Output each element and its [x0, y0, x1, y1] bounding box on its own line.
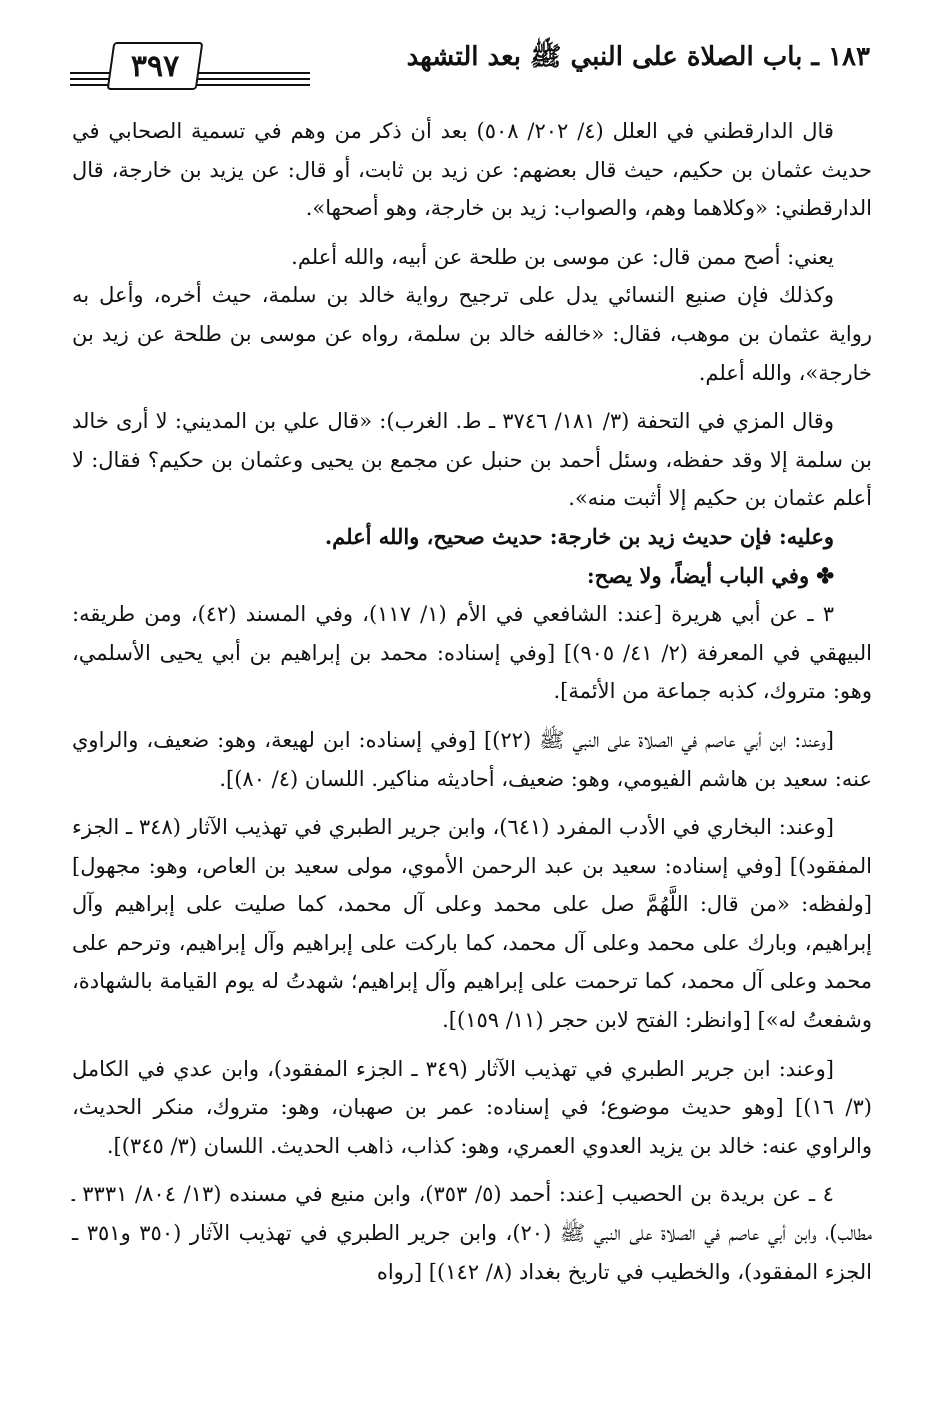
paragraph: وكذلك فإن صنيع النسائي يدل على ترجيح رواية خالد بن سلمة، حيث أخره، وأعل به رواية عثمان بن موهب، فقال: «خالفه خالد بن سلمة، رواه عن موسى بن طلحة عن زيد بن خارجة»، والله أعلم.: [72, 283, 872, 385]
paragraph: ٣ ـ عن أبي هريرة [عند: الشافعي في الأم (١/ ١١٧)، وفي المسند (٤٢)، ومن طريقه: البيهقي في المعرفة (٢/ ٤١/ ٩٠٥)] [وفي إسناده: محمد بن إبراهيم بن أبي يحيى الأسلمي، وهو: متروك، كذبه جماعة من الأئمة].: [72, 602, 872, 704]
paragraph: [72, 518, 872, 557]
paragraph: وقال المزي في التحفة (٣/ ١٨١/ ٣٧٤٦ ـ ط. الغرب): «قال علي بن المديني: لا أرى خالد بن سلمة إلا وقد حفظه، وسئل أحمد بن حنبل عن مجمع بن يحيى وعثمان بن حكيم؟ فقال: لا أعلم عثمان بن حكيم إلا أثبت منه».: [72, 409, 872, 511]
paragraph: يعني: أصح ممن قال: عن موسى بن طلحة عن أبيه، والله أعلم.: [291, 244, 834, 269]
paragraph-gap: [72, 798, 872, 808]
page-header: [70, 40, 870, 100]
paragraph-gap: [72, 711, 872, 721]
page-body: [72, 112, 872, 1291]
paragraph: [وعند: ابن جرير الطبري في تهذيب الآثار (٣٤٩ ـ الجزء المفقود)، وابن عدي في الكامل (٣/ ١٦)] [وهو حديث موضوع؛ في إسناده: عمر بن صهبان، وهو: متروك، منكر الحديث، والراوي عنه: خالد بن يزيد العدوي العمري، وهو: كذاب، ذاهب الحديث. اللسان (٣/ ٣٤٥)].: [72, 1056, 872, 1158]
chapter-title: ١٨٣ ـ باب الصلاة على النبي ﷺ بعد التشهد: [406, 42, 870, 72]
page-number: ٣٩٧: [130, 48, 180, 84]
conclusion-text: وعليه: فإن حديث زيد بن خارجة: حديث صحيح، والله أعلم.: [324, 523, 834, 549]
page-number-badge: [107, 42, 204, 90]
paragraph-gap: [72, 392, 872, 402]
paragraph: [وعند: ابن أبي عاصم في الصلاة على النبي ﷺ (٢٢)] [وفي إسناده: ابن لهيعة، وهو: ضعيف، والراوي عنه: سعيد بن هاشم الفيومي، وهو: ضعيف، أحاديثه مناكير. اللسان (٤/ ٨٠)].: [72, 727, 872, 791]
paragraph-gap: [72, 1165, 872, 1175]
paragraph: ٤ ـ عن بريدة بن الحصيب [عند: أحمد (٥/ ٣٥٣)، وابن منيع في مسنده (١٣/ ٨٠٤/ ٣٣٣١ ـ مطالب)، وابن أبي عاصم في الصلاة على النبي ﷺ (٢٠)، وابن جرير الطبري في تهذيب الآثار (٣٥٠ و٣٥١ ـ الجزء المفقود)، والخطيب في تاريخ بغداد (٨/ ١٤٢)] [رواه: [72, 1182, 872, 1284]
section-heading-text: ✤ وفي الباب أيضاً، ولا يصح:: [586, 562, 834, 588]
page-number-ornament: [70, 40, 310, 100]
paragraph-gap: [72, 228, 872, 238]
section-heading: [72, 557, 872, 596]
paragraph-gap: [72, 1040, 872, 1050]
paragraph: [وعند: البخاري في الأدب المفرد (٦٤١)، وابن جرير الطبري في تهذيب الآثار (٣٤٨ ـ الجزء المفقود)] [وفي إسناده: سعيد بن عبد الرحمن الأموي، مولى سعيد بن العاص، وهو: مجهول] [ولفظه: «من قال: اللَّهُمَّ صل على محمد وعلى آل محمد، كما صليت على إبراهيم وآل إبراهيم، وبارك على محمد وعلى آل محمد، كما باركت على إبراهيم وآل إبراهيم، وترحم على محمد وعلى آل محمد، كما ترحمت على إبراهيم وآل إبراهيم؛ شهدتُ له يوم القيامة بالشهادة، وشفعتُ له»] [وانظر: الفتح لابن حجر (١١/ ١٥٩)].: [72, 815, 872, 1033]
paragraph: قال الدارقطني في العلل (٤/ ٢٠٢/ ٥٠٨) بعد أن ذكر من وهم في تسمية الصحابي في حديث عثمان بن حكيم، حيث قال بعضهم: عن زيد بن ثابت، أو قال: عن يزيد بن خارجة، قال الدارقطني: «وكلاهما وهم، والصواب: زيد بن خارجة، وهو أصحها».: [72, 119, 872, 221]
